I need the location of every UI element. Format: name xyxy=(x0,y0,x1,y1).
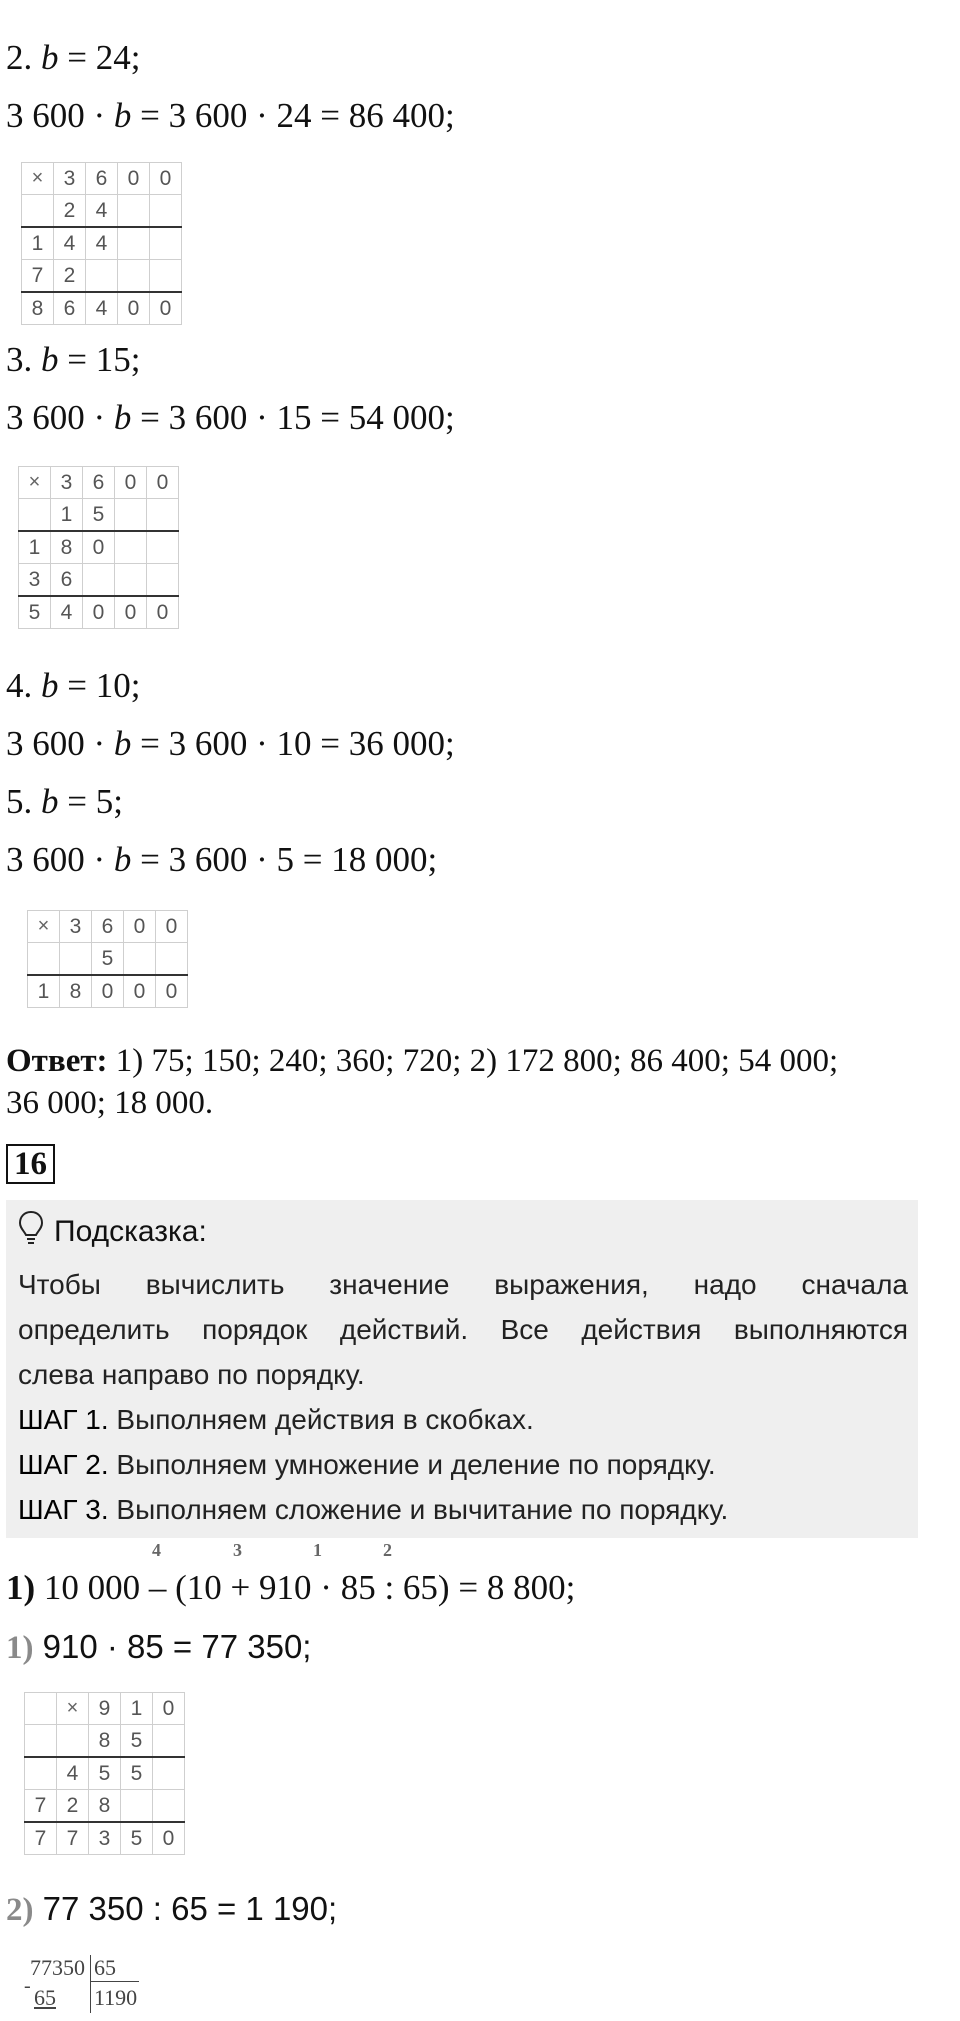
grid-cell: 0 xyxy=(115,467,147,499)
grid-row xyxy=(22,292,182,325)
grid-cell xyxy=(147,499,179,532)
case-2-title: 2. b = 24; xyxy=(6,38,141,77)
grid-cell xyxy=(57,1725,89,1758)
step-1-equation: 1) 910 · 85 = 77 350; xyxy=(6,1628,312,1666)
grid-cell: 0 xyxy=(118,163,150,195)
grid-cell xyxy=(153,1757,185,1790)
grid-cell: 0 xyxy=(92,975,124,1008)
grid-cell: 4 xyxy=(54,227,86,260)
case-4-equation: 3 600 · b = 3 600 · 10 = 36 000; xyxy=(6,724,455,763)
subtrahend: 65 xyxy=(34,1985,56,2010)
grid-row xyxy=(25,1725,185,1758)
case-4-title: 4. b = 10; xyxy=(6,666,141,705)
grid-cell: 0 xyxy=(118,292,150,325)
grid-cell xyxy=(147,564,179,597)
grid-cell: 8 xyxy=(51,531,83,564)
grid-row xyxy=(25,1757,185,1790)
step-2-equation: 2) 77 350 : 65 = 1 190; xyxy=(6,1890,338,1928)
grid-row xyxy=(19,467,179,499)
division-bar xyxy=(90,1955,91,2013)
grid-cell: 1 xyxy=(22,227,54,260)
hint-title: Подсказка: xyxy=(18,1210,207,1254)
grid-cell: 7 xyxy=(25,1822,57,1855)
grid-cell xyxy=(25,1757,57,1790)
grid-cell xyxy=(150,260,182,293)
grid-cell xyxy=(86,260,118,293)
grid-cell: 9 xyxy=(89,1693,121,1725)
grid-cell: 5 xyxy=(121,1757,153,1790)
grid-cell: 5 xyxy=(83,499,115,532)
grid-cell: 7 xyxy=(25,1790,57,1823)
hint-step-1: ШАГ 1. Выполняем действия в скобках. xyxy=(18,1404,534,1435)
grid-cell xyxy=(150,195,182,228)
grid-cell: × xyxy=(57,1693,89,1725)
grid-cell xyxy=(156,943,188,976)
grid-cell: × xyxy=(28,911,60,943)
divisor: 65 xyxy=(94,1955,116,1980)
grid-cell: 8 xyxy=(60,975,92,1008)
grid-cell xyxy=(19,499,51,532)
grid-row xyxy=(25,1822,185,1855)
grid-cell: 4 xyxy=(86,292,118,325)
case-3-title: 3. b = 15; xyxy=(6,340,141,379)
grid-cell xyxy=(121,1790,153,1823)
case-5-equation: 3 600 · b = 3 600 · 5 = 18 000; xyxy=(6,840,438,879)
grid-cell: 0 xyxy=(156,975,188,1008)
grid-cell: 1 xyxy=(28,975,60,1008)
grid-cell: 1 xyxy=(19,531,51,564)
grid-cell: 2 xyxy=(57,1790,89,1823)
order-mark: 4 xyxy=(152,1540,161,1560)
grid-cell: 0 xyxy=(115,596,147,629)
grid-row xyxy=(28,943,188,976)
grid-row xyxy=(19,596,179,629)
grid-row xyxy=(22,163,182,195)
grid-cell: 4 xyxy=(51,596,83,629)
grid-cell: 0 xyxy=(153,1693,185,1725)
grid-cell xyxy=(147,531,179,564)
grid-cell xyxy=(153,1790,185,1823)
grid-cell: 2 xyxy=(54,260,86,293)
grid-cell: 0 xyxy=(83,596,115,629)
grid-cell: 1 xyxy=(51,499,83,532)
grid-cell: 3 xyxy=(54,163,86,195)
grid-cell: 0 xyxy=(124,911,156,943)
grid-row xyxy=(28,911,188,943)
lightbulb-icon xyxy=(18,1210,44,1254)
grid-cell: 5 xyxy=(121,1725,153,1758)
grid-cell: 0 xyxy=(153,1822,185,1855)
grid-cell xyxy=(150,227,182,260)
order-mark: 2 xyxy=(383,1540,392,1560)
multiplication-table-3600x5 xyxy=(27,910,188,1008)
grid-cell: 6 xyxy=(92,911,124,943)
grid-cell: 8 xyxy=(89,1725,121,1758)
hint-text: Чтобы вычислить значение выражения, надо сначала определить порядок действий. Все действия выполняются слева направо по порядку. ШАГ 1. Выполняем действия в скобках. ШАГ 2. Выполняем умножение и деление по порядку. ШАГ 3. Выполняем сложение и вычитание по порядку. xyxy=(18,1262,908,1532)
grid-cell xyxy=(115,531,147,564)
grid-row xyxy=(25,1693,185,1725)
grid-cell: 5 xyxy=(89,1757,121,1790)
multiplication-table-3600x15 xyxy=(18,466,179,629)
grid-cell: 3 xyxy=(89,1822,121,1855)
grid-cell: 8 xyxy=(89,1790,121,1823)
grid-cell: 1 xyxy=(121,1693,153,1725)
grid-cell xyxy=(118,260,150,293)
hint-step-2: ШАГ 2. Выполняем умножение и деление по порядку. xyxy=(18,1449,716,1480)
grid-cell: 6 xyxy=(86,163,118,195)
grid-cell: 3 xyxy=(60,911,92,943)
order-mark: 1 xyxy=(313,1540,322,1560)
grid-cell xyxy=(118,227,150,260)
grid-cell xyxy=(124,943,156,976)
dividend: 77350 xyxy=(30,1955,85,1980)
grid-cell: 4 xyxy=(86,227,118,260)
divisor-underline xyxy=(91,1981,139,1982)
minus-sign: - xyxy=(24,1975,31,1997)
grid-cell: 6 xyxy=(51,564,83,597)
quotient: 1190 xyxy=(94,1985,138,2010)
case-5-title: 5. b = 5; xyxy=(6,782,123,821)
grid-row xyxy=(28,975,188,1008)
grid-cell: × xyxy=(22,163,54,195)
grid-cell: 0 xyxy=(150,163,182,195)
grid-cell: 4 xyxy=(57,1757,89,1790)
hint-step-3: ШАГ 3. Выполняем сложение и вычитание по порядку. xyxy=(18,1494,729,1525)
grid-cell xyxy=(28,943,60,976)
grid-cell xyxy=(25,1693,57,1725)
task-number: 16 xyxy=(6,1144,55,1184)
grid-cell: 0 xyxy=(83,531,115,564)
answer: Ответ: 1) 75; 150; 240; 360; 720; 2) 172 800; 86 400; 54 000; 36 000; 18 000. xyxy=(6,1043,839,1121)
grid-cell: 7 xyxy=(22,260,54,293)
grid-row xyxy=(19,531,179,564)
grid-cell: 5 xyxy=(19,596,51,629)
multiplication-table-3600x24 xyxy=(21,162,182,325)
grid-row xyxy=(25,1790,185,1823)
grid-cell: 8 xyxy=(22,292,54,325)
grid-cell: 5 xyxy=(121,1822,153,1855)
grid-cell: 3 xyxy=(51,467,83,499)
grid-cell: 3 xyxy=(19,564,51,597)
grid-row xyxy=(19,564,179,597)
grid-cell xyxy=(22,195,54,228)
grid-cell xyxy=(118,195,150,228)
grid-cell: 6 xyxy=(54,292,86,325)
grid-cell xyxy=(83,564,115,597)
case-2-equation: 3 600 · b = 3 600 · 24 = 86 400; xyxy=(6,96,455,135)
grid-cell: 0 xyxy=(124,975,156,1008)
grid-cell: 6 xyxy=(83,467,115,499)
grid-cell: 2 xyxy=(54,195,86,228)
grid-cell: 0 xyxy=(147,596,179,629)
multiplication-table-910x85 xyxy=(24,1692,185,1855)
grid-row xyxy=(22,195,182,228)
grid-cell xyxy=(153,1725,185,1758)
grid-cell xyxy=(115,499,147,532)
grid-cell xyxy=(60,943,92,976)
grid-cell xyxy=(25,1725,57,1758)
grid-cell: 5 xyxy=(92,943,124,976)
grid-cell xyxy=(115,564,147,597)
grid-cell: × xyxy=(19,467,51,499)
grid-cell: 0 xyxy=(156,911,188,943)
grid-cell: 0 xyxy=(150,292,182,325)
expression-1: 1) 10 000 – (10 + 910 · 85 : 65) = 8 800; xyxy=(6,1568,576,1607)
case-3-equation: 3 600 · b = 3 600 · 15 = 54 000; xyxy=(6,398,455,437)
grid-row xyxy=(22,260,182,293)
hint-box xyxy=(6,1200,918,1538)
grid-cell: 7 xyxy=(57,1822,89,1855)
order-mark: 3 xyxy=(233,1540,242,1560)
grid-row xyxy=(19,499,179,532)
grid-cell: 4 xyxy=(86,195,118,228)
grid-cell: 0 xyxy=(147,467,179,499)
grid-row xyxy=(22,227,182,260)
